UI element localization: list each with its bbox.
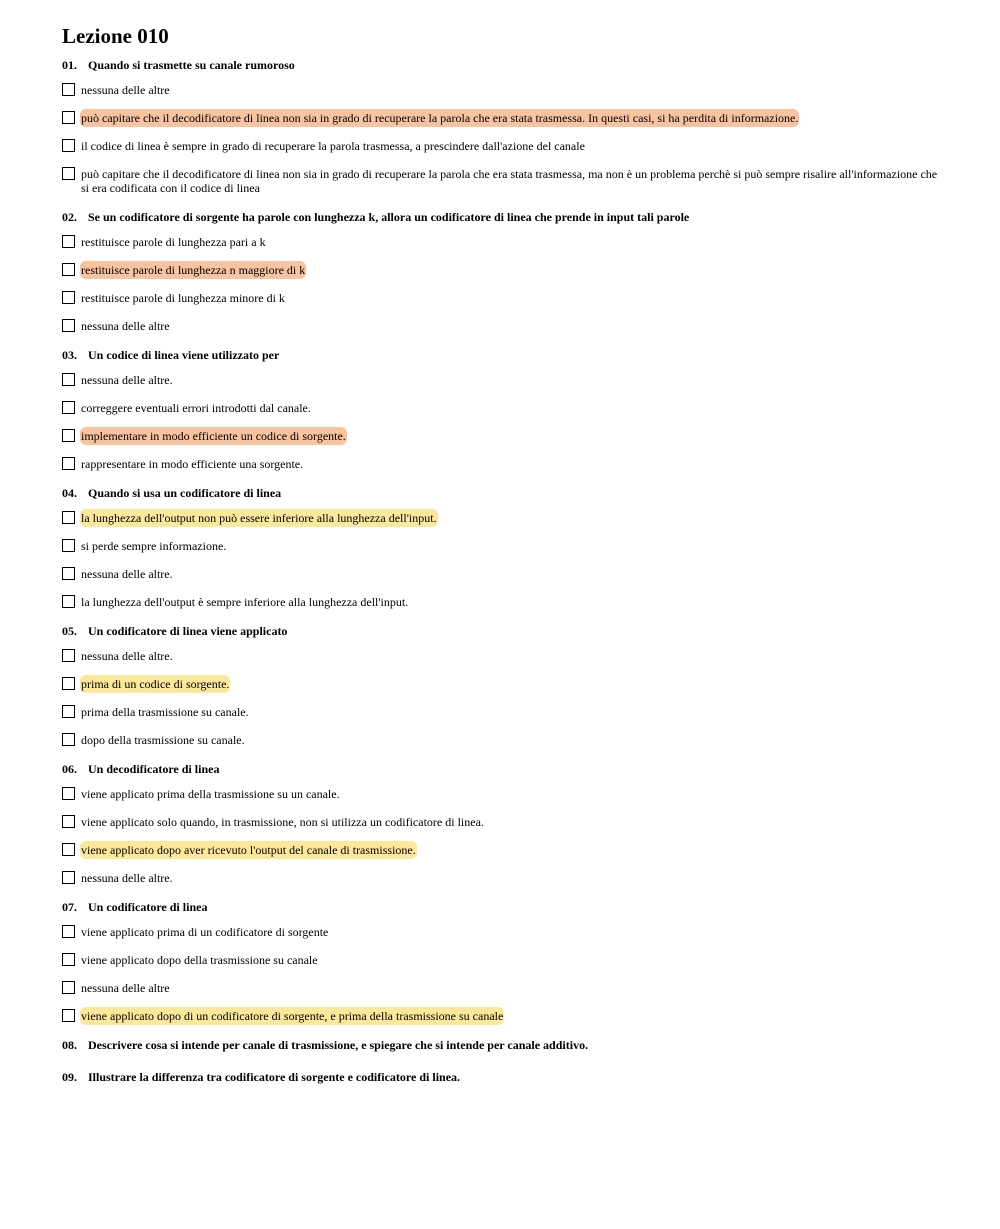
answer-option — [62, 235, 942, 249]
question-03 — [62, 347, 942, 471]
answer-option — [62, 843, 942, 857]
answer-options — [62, 235, 942, 333]
answer-options — [62, 373, 942, 471]
answer-option — [62, 319, 942, 333]
answer-text: restituisce parole di lunghezza pari a k — [81, 235, 266, 249]
question-text — [62, 57, 942, 73]
answer-text: nessuna delle altre. — [81, 871, 173, 885]
answer-text: viene applicato prima di un codificatore di sorgente — [81, 925, 329, 939]
answer-text: nessuna delle altre. — [81, 649, 173, 663]
question-02 — [62, 209, 942, 333]
answer-checkbox[interactable] — [62, 981, 75, 994]
answer-checkbox[interactable] — [62, 83, 75, 96]
answer-checkbox[interactable] — [62, 319, 75, 332]
question-text — [62, 761, 942, 777]
question-06 — [62, 761, 942, 885]
question-prompt: Quando si trasmette su canale rumoroso — [88, 58, 295, 72]
answer-option — [62, 953, 942, 967]
question-prompt: Un codificatore di linea — [88, 900, 208, 914]
question-number: 09. — [62, 1070, 77, 1084]
answer-checkbox[interactable] — [62, 595, 75, 608]
answer-options — [62, 511, 942, 609]
question-list — [62, 57, 942, 1085]
answer-text: nessuna delle altre. — [81, 373, 173, 387]
answer-checkbox[interactable] — [62, 871, 75, 884]
answer-checkbox[interactable] — [62, 235, 75, 248]
answer-option — [62, 511, 942, 525]
question-number: 06. — [62, 762, 77, 776]
answer-option — [62, 139, 942, 153]
answer-text: restituisce parole di lunghezza minore di k — [81, 291, 285, 305]
answer-option — [62, 925, 942, 939]
answer-option — [62, 539, 942, 553]
question-prompt: Se un codificatore di sorgente ha parole con lunghezza k, allora un codificatore di linea che prende in input tali parole — [88, 210, 690, 224]
answer-option — [62, 649, 942, 663]
answer-checkbox[interactable] — [62, 373, 75, 386]
answer-text: il codice di linea è sempre in grado di recuperare la parola trasmessa, a prescindere dall'azione del canale — [81, 139, 585, 153]
question-text — [62, 209, 942, 225]
answer-text: la lunghezza dell'output è sempre inferiore alla lunghezza dell'input. — [81, 595, 409, 609]
answer-option — [62, 111, 942, 125]
highlighted-answer-text: implementare in modo efficiente un codice di sorgente. — [81, 429, 346, 443]
question-09 — [62, 1069, 942, 1085]
answer-text: dopo della trasmissione su canale. — [81, 733, 245, 747]
answer-checkbox[interactable] — [62, 263, 75, 276]
question-prompt: Quando si usa un codificatore di linea — [88, 486, 282, 500]
answer-text: nessuna delle altre — [81, 319, 170, 333]
highlighted-answer-text: prima di un codice di sorgente. — [81, 677, 230, 691]
answer-checkbox[interactable] — [62, 567, 75, 580]
question-number: 07. — [62, 900, 77, 914]
answer-option — [62, 733, 942, 747]
answer-checkbox[interactable] — [62, 705, 75, 718]
answer-option — [62, 401, 942, 415]
question-text — [62, 623, 942, 639]
question-text — [62, 899, 942, 915]
answer-text: viene applicato prima della trasmissione su un canale. — [81, 787, 340, 801]
answer-checkbox[interactable] — [62, 787, 75, 800]
answer-text: rappresentare in modo efficiente una sorgente. — [81, 457, 304, 471]
answer-checkbox[interactable] — [62, 457, 75, 470]
answer-option — [62, 457, 942, 471]
answer-checkbox[interactable] — [62, 843, 75, 856]
answer-checkbox[interactable] — [62, 649, 75, 662]
question-01 — [62, 57, 942, 195]
answer-text: viene applicato solo quando, in trasmissione, non si utilizza un codificatore di linea. — [81, 815, 484, 829]
answer-option — [62, 815, 942, 829]
question-prompt: Illustrare la differenza tra codificatore di sorgente e codificatore di linea. — [88, 1070, 461, 1084]
answer-checkbox[interactable] — [62, 815, 75, 828]
question-number: 03. — [62, 348, 77, 362]
answer-text: nessuna delle altre. — [81, 567, 173, 581]
question-number: 02. — [62, 210, 77, 224]
highlighted-answer-text: la lunghezza dell'output non può essere inferiore alla lunghezza dell'input. — [81, 511, 437, 525]
answer-text: correggere eventuali errori introdotti dal canale. — [81, 401, 311, 415]
answer-option — [62, 83, 942, 97]
answer-text: viene applicato dopo della trasmissione su canale — [81, 953, 318, 967]
answer-option — [62, 429, 942, 443]
answer-options — [62, 83, 942, 195]
question-text — [62, 1037, 942, 1053]
question-07 — [62, 899, 942, 1023]
answer-checkbox[interactable] — [62, 139, 75, 152]
question-prompt: Un codice di linea viene utilizzato per — [88, 348, 280, 362]
answer-checkbox[interactable] — [62, 925, 75, 938]
question-text — [62, 485, 942, 501]
question-number: 08. — [62, 1038, 77, 1052]
highlighted-answer-text: può capitare che il decodificatore di linea non sia in grado di recuperare la parola che era stata trasmessa. In questi casi, si ha perdita di informazione. — [81, 111, 799, 125]
answer-checkbox[interactable] — [62, 511, 75, 524]
question-text — [62, 347, 942, 363]
question-number: 05. — [62, 624, 77, 638]
answer-checkbox[interactable] — [62, 167, 75, 180]
answer-option — [62, 677, 942, 691]
answer-checkbox[interactable] — [62, 401, 75, 414]
answer-checkbox[interactable] — [62, 953, 75, 966]
question-prompt: Un decodificatore di linea — [88, 762, 220, 776]
answer-option — [62, 787, 942, 801]
question-08 — [62, 1037, 942, 1053]
question-number: 01. — [62, 58, 77, 72]
answer-option — [62, 1009, 942, 1023]
answer-text: può capitare che il decodificatore di linea non sia in grado di recuperare la parola che era stata trasmessa, ma non è un problema perchè si può sempre risalire all'informazione che si era codificata con il codice di linea — [81, 167, 938, 195]
question-text — [62, 1069, 942, 1085]
answer-checkbox[interactable] — [62, 677, 75, 690]
question-number: 04. — [62, 486, 77, 500]
document-page — [62, 22, 942, 1101]
question-05 — [62, 623, 942, 747]
answer-option — [62, 705, 942, 719]
answer-text: nessuna delle altre — [81, 83, 170, 97]
answer-checkbox[interactable] — [62, 111, 75, 124]
answer-option — [62, 567, 942, 581]
answer-checkbox[interactable] — [62, 733, 75, 746]
answer-option — [62, 981, 942, 995]
highlighted-answer-text: viene applicato dopo di un codificatore di sorgente, e prima della trasmissione su canale — [81, 1009, 504, 1023]
answer-checkbox[interactable] — [62, 429, 75, 442]
answer-text: prima della trasmissione su canale. — [81, 705, 249, 719]
highlighted-answer-text: restituisce parole di lunghezza n maggiore di k — [81, 263, 306, 277]
answer-option — [62, 871, 942, 885]
answer-option — [62, 373, 942, 387]
answer-option — [62, 595, 942, 609]
answer-options — [62, 787, 942, 885]
answer-text: si perde sempre informazione. — [81, 539, 227, 553]
answer-checkbox[interactable] — [62, 1009, 75, 1022]
question-prompt: Descrivere cosa si intende per canale di trasmissione, e spiegare che si intende per canale additivo. — [88, 1038, 589, 1052]
answer-option — [62, 291, 942, 305]
highlighted-answer-text: viene applicato dopo aver ricevuto l'output del canale di trasmissione. — [81, 843, 416, 857]
answer-checkbox[interactable] — [62, 291, 75, 304]
question-04 — [62, 485, 942, 609]
answer-checkbox[interactable] — [62, 539, 75, 552]
answer-options — [62, 925, 942, 1023]
question-prompt: Un codificatore di linea viene applicato — [88, 624, 288, 638]
lesson-title: Lezione 010 — [62, 24, 169, 48]
answer-option — [62, 263, 942, 277]
answer-option — [62, 167, 942, 195]
answer-text: nessuna delle altre — [81, 981, 170, 995]
answer-options — [62, 649, 942, 747]
